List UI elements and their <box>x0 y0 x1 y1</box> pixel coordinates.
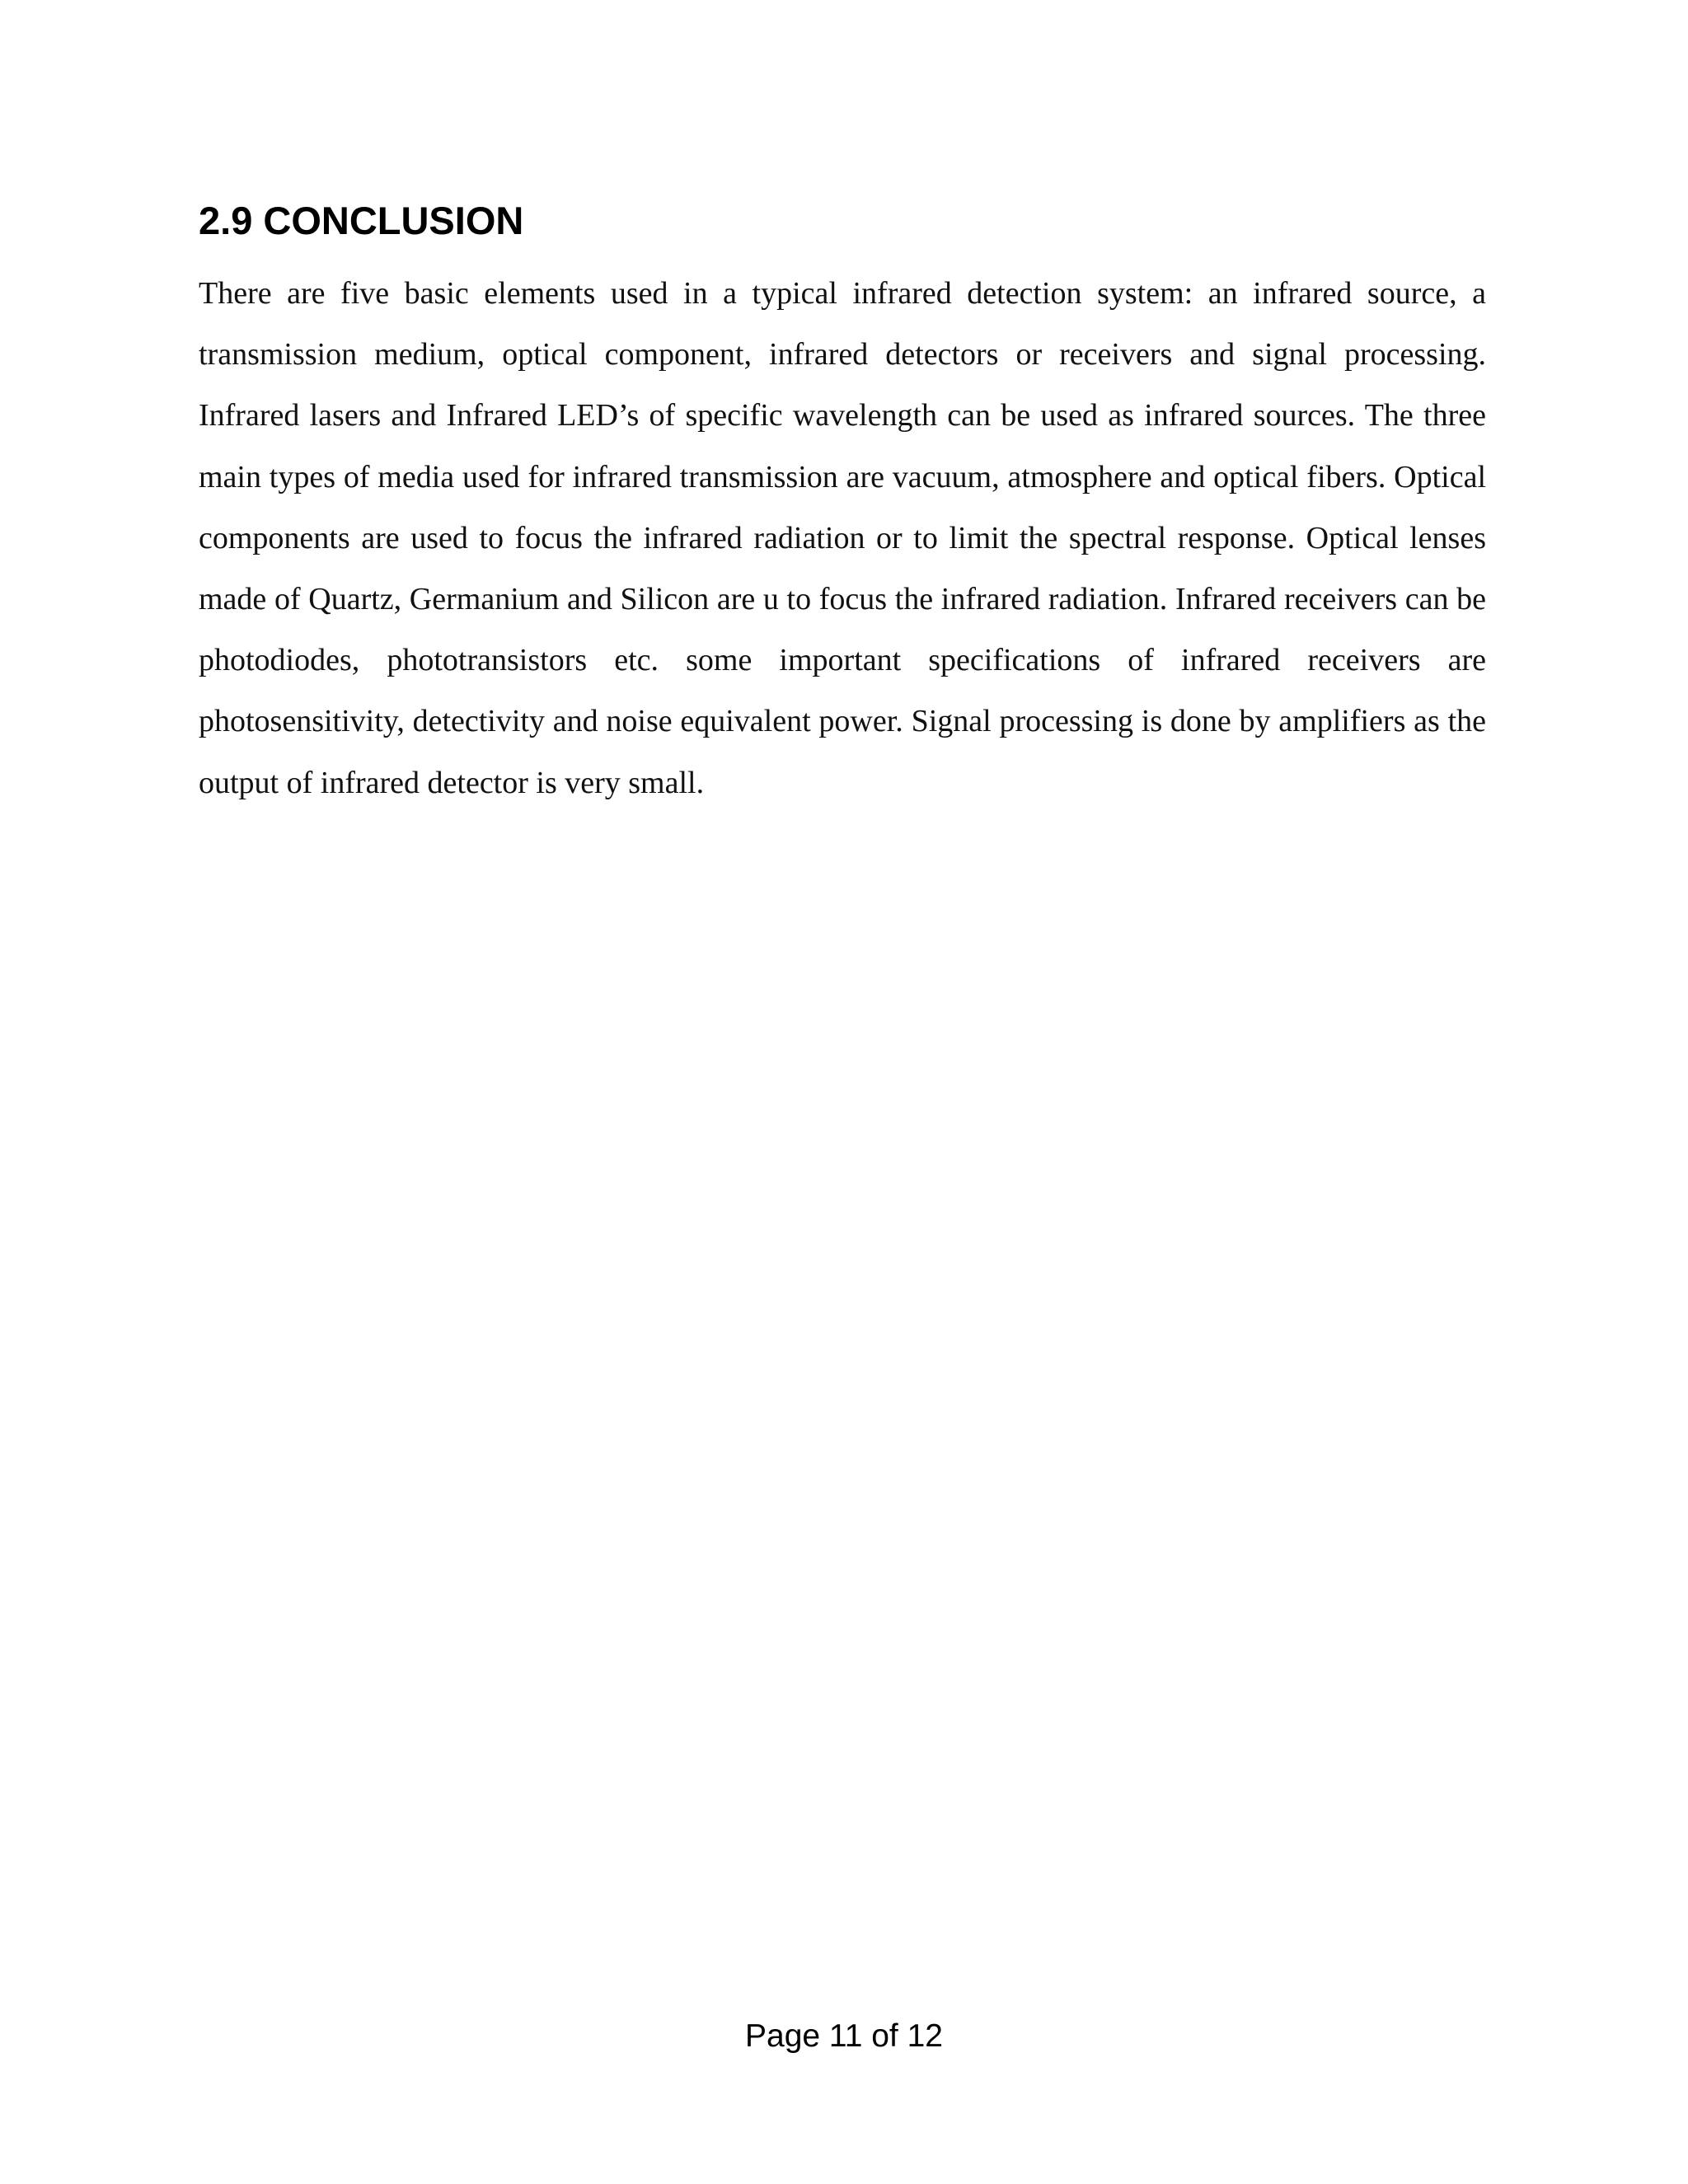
conclusion-paragraph: There are five basic elements used in a typical infrared detection system: an infrared source, a transmission medium, optical component, infrared detectors or receivers and signal processing. Infrared lasers and Infrared LED’s of specific wavelength can be used as infrared sources. The three main types of media used for infrared transmission are vacuum, atmosphere and optical fibers. Optical components are used to focus the infrared radiation or to limit the spectral response. Optical lenses made of Quartz, Germanium and Silicon are u to focus the infrared radiation. Infrared receivers can be photodiodes, phototransistors etc. some important specifications of infrared receivers are photosensitivity, detectivity and noise equivalent power. Signal processing is done by amplifiers as the output of infrared detector is very small. <box>199 276 1486 800</box>
section-heading: 2.9 CONCLUSION <box>199 199 524 242</box>
page-number-footer: Page 11 of 12 <box>745 2018 943 2054</box>
